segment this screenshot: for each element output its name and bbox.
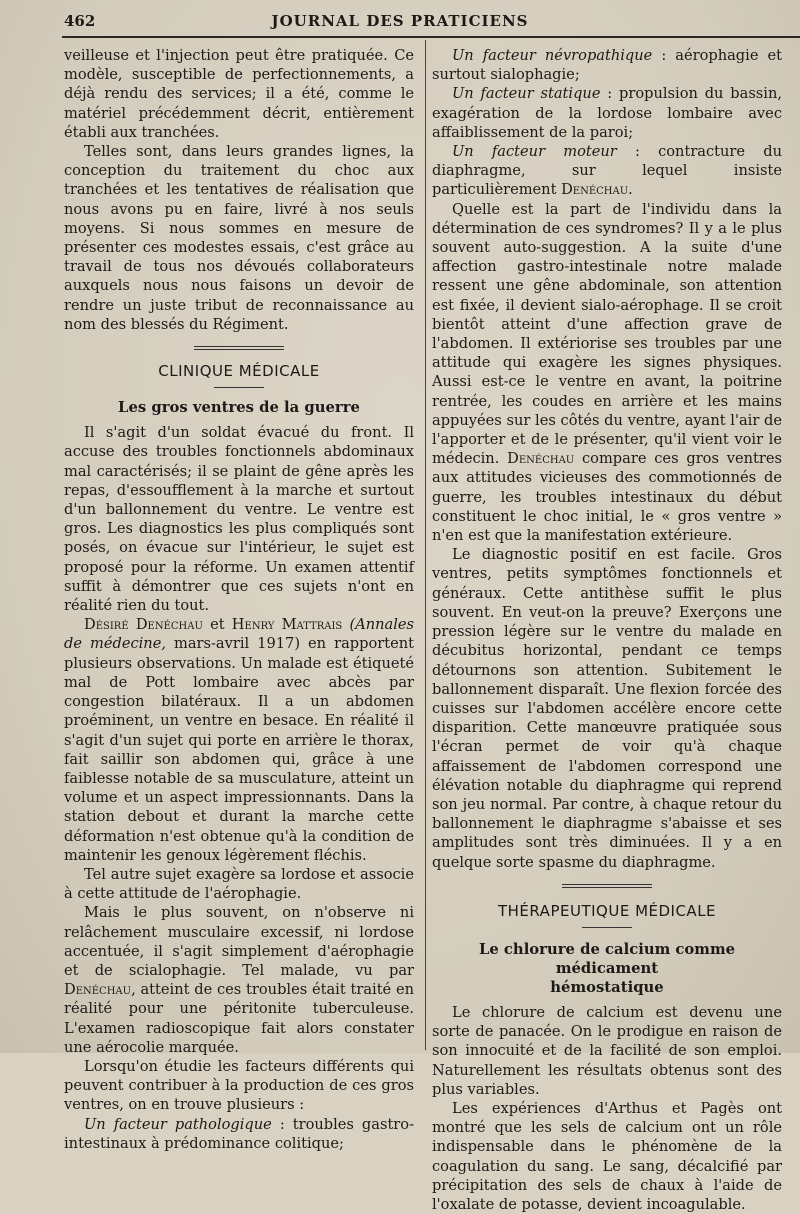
- author-name: Denéchau: [561, 181, 629, 199]
- source-citation: (Annales de médecine,: [64, 616, 415, 653]
- paragraph: Le diagnostic positif en est facile. Gros ventres, petits symptômes fonctionnels et généraux. Cette antithèse suffit le plus souvent. En veut-on la preuve? Exerçons une pression légère sur le ventre du malade en décubitus horizontal, pendant ce temps détournons son attention. Subitement le ballonnement disparaît. Une flexion forcée des cuisses sur l'abdomen accélère encore cette disparition. Cette manœuvre pratiquée sous l'écran permet de voir qu'à chaque affaissement de l'abdomen correspond une élévation notable du diaphragme qui reprend son jeu normal. Par contre, à chaque retour du ballonnement le diaphragme s'abaisse et ses amplitudes sont très diminuées. Il y a en quelque sorte spasme du diaphragme.: [432, 546, 782, 871]
- title-rule: [214, 387, 264, 388]
- author-name: Henry Mattrais: [231, 616, 343, 634]
- article-title: Les gros ventres de la guerre: [118, 399, 360, 417]
- factor-label: Un facteur pathologique: [84, 1115, 272, 1133]
- text-run: , atteint de ces troubles était traité en réalité pour une péritonite tuberculeuse. L'examen radioscopique fait alors constater une aérocolie marquée.: [64, 981, 414, 1056]
- paragraph: Lorsqu'on étudie les facteurs différents qui peuvent contribuer à la production de ces gros ventres, on en trouve plusieurs :: [64, 1057, 414, 1114]
- factor-label: Un facteur névropathique: [452, 47, 653, 64]
- header-rule: [62, 36, 800, 38]
- section-separator: [194, 346, 284, 350]
- author-name: Désiré Denéchau: [84, 616, 203, 634]
- title-rule: [582, 927, 632, 928]
- article-title-line: Le chlorure de calcium comme médicament: [478, 940, 736, 977]
- article-title: [432, 940, 782, 997]
- column-divider: [425, 40, 426, 1050]
- factor-item: [432, 84, 782, 142]
- article-title-line: hémostatique: [550, 978, 664, 996]
- text-run: Quelle est la part de l'individu dans la détermination de ces syndromes? Il y a le plus souvent auto-suggestion. A la suite d'une affection gastro-intestinale notre malade ressent une gêne abdominale, son attention est fixée, il devient sialo-aérophage. Il se croit bientôt atteint d'une affection grave de l'abdomen. Il extériorise ses troubles par une attitude qui exagère les signes physiques. Aussi est-ce le ventre en avant, la poitrine rentrée, les coudes en arrière et les mains appuyées sur les côtés du ventre, ayant l'air de l'apporter et de le présenter, qu'il vient voir le médecin.: [432, 200, 782, 468]
- text-run: compare ces gros ventres aux attitudes vicieuses des commotionnés de guerre, les troubles intestinaux du début constituent le choc initial, le « gros ventre » n'en est que la manifestation extérieure.: [432, 450, 782, 545]
- text-run: : aérophagie et surtout sialophagie;: [432, 47, 782, 84]
- left-column: [64, 46, 414, 1153]
- paragraph: veilleuse et l'injection peut être pratiquée. Ce modèle, susceptible de perfectionnements, a déjà rendu des services; il a été, comme le matériel précédemment décrit, entièrement établi aux tranchées.: [64, 47, 414, 141]
- journal-title: JOURNAL DES PRATICIENS: [271, 12, 529, 30]
- factor-item: [432, 142, 782, 200]
- text-run: : troubles gastro-intestinaux à prédominance colitique;: [64, 1115, 415, 1152]
- paragraph: [432, 200, 782, 546]
- text-run: et: [202, 616, 232, 634]
- section-title: CLINIQUE MÉDICALE: [158, 362, 320, 381]
- paragraph: Les expériences d'Arthus et Pagès ont montré que les sels de calcium ont un rôle indispensable dans le phénomène de la coagulation du sang. Le sang, décalcifié par précipitation des sels de chaux à l'aide de l'oxalate de potasse, devient incoagulable.: [432, 1099, 782, 1213]
- paragraph: Tel autre sujet exagère sa lordose et associe à cette attitude de l'aérophagie.: [64, 865, 414, 903]
- section-title: THÉRAPEUTIQUE MÉDICALE: [497, 901, 717, 920]
- text-run: Mais le plus souvent, on n'observe ni relâchement musculaire excessif, ni lordose accentuée, il s'agit simplement d'aérophagie et de scialophagie. Tel malade, vu par: [64, 904, 414, 979]
- factor-label: Un facteur statique: [452, 85, 601, 103]
- text-run: : contracture du diaphragme, sur lequel insiste particulièrement: [432, 143, 782, 199]
- author-name: Denéchau: [507, 450, 575, 468]
- factor-item: [64, 1115, 414, 1153]
- paragraph: Le chlorure de calcium est devenu une sorte de panacée. On le prodigue en raison de son innocuité et de la facilité de son emploi. Naturellement les résultats obtenus sont des plus variables.: [432, 1003, 782, 1098]
- page-header: [0, 0, 800, 42]
- factor-item: [432, 46, 782, 84]
- factor-label: Un facteur moteur: [452, 143, 617, 161]
- right-column: [432, 46, 782, 1214]
- paragraph: Il s'agit d'un soldat évacué du front. Il accuse des troubles fonctionnels abdominaux mal caractérisés; il se plaint de gêne après les repas, d'essoufflement à la marche et surtout d'un ballonnement du ventre. Le ventre est gros. Les diagnostics les plus compliqués sont posés, on évacue sur l'intérieur, le sujet est proposé pour la réforme. Un examen attentif suffit à démontrer que ces sujets n'ont en réalité rien du tout.: [64, 424, 414, 615]
- text-run: : propulsion du bassin, exagération de la lordose lombaire avec affaiblissement de la paroi;: [432, 85, 783, 141]
- paragraph: Telles sont, dans leurs grandes lignes, la conception du traitement du choc aux tranchées et les tentatives de réalisation que nous avons pu en faire, livré à nos seuls moyens. Si nous sommes en mesure de présenter ces modestes essais, c'est grâce au travail de tous nos dévoués collaborateurs auxquels nous nous faisons un devoir de rendre un juste tribut de reconnaissance au nom des blessés du Régiment.: [64, 143, 414, 333]
- paragraph: [64, 903, 414, 1057]
- text-run: mars-avril 1917) en rapportent plusieurs observations. Un malade est étiqueté mal de Pott lombaire avec abcès par congestion bilatéraux. Il a un abdomen proéminent, un ventre en besace. En réalité il s'agit d'un sujet qui porte en arrière le thorax, fait saillir son abdomen qui, grâce à une faiblesse notable de sa musculature, atteint un volume et un aspect impressionnants. Dans la station debout et durant la marche cette déformation n'est obtenue qu'à la condition de maintenir les genoux légèrement fléchis.: [64, 635, 414, 864]
- section-separator: [562, 884, 652, 888]
- page-number: 462: [64, 12, 96, 30]
- author-name: Denéchau: [64, 981, 132, 999]
- paragraph: [64, 615, 414, 865]
- text-run: .: [628, 181, 633, 199]
